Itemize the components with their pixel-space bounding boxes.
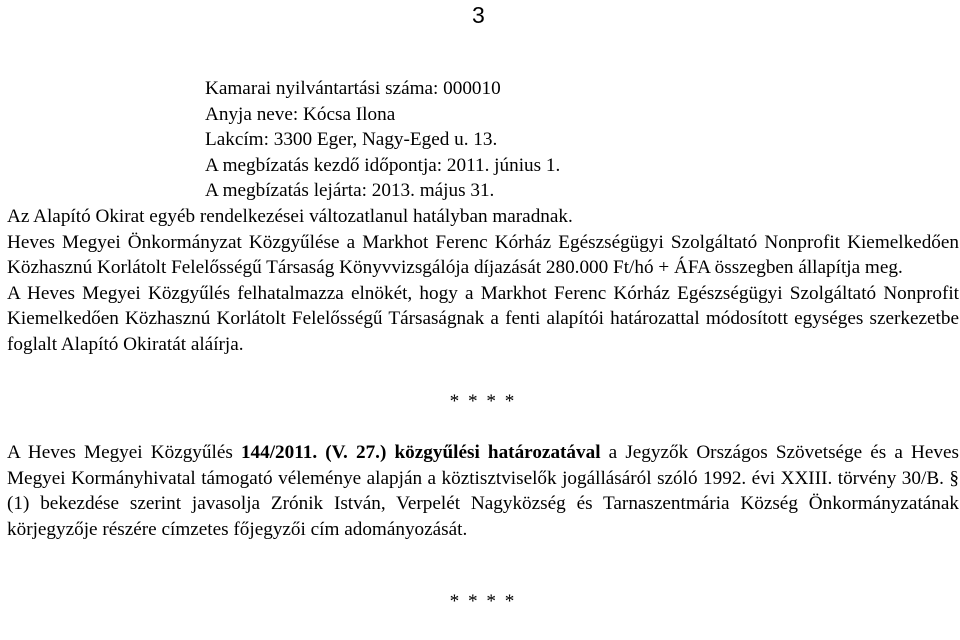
resolution-number: 144/2011. (V. 27.) xyxy=(240,442,387,464)
charter-unchanged-paragraph: Az Alapító Okirat egyéb rendelkezései változatlanul hatályban maradnak. xyxy=(7,205,573,227)
mandate-start: A megbízatás kezdő időpontja: 2011. június 1. xyxy=(205,154,561,176)
resolution-prefix: A Heves Megyei Közgyűlés xyxy=(7,442,241,464)
document-body xyxy=(7,76,959,614)
mandate-end: A megbízatás lejárta: 2013. május 31. xyxy=(205,180,495,202)
chamber-registration: Kamarai nyilvántartási száma: 000010 xyxy=(205,78,501,99)
auditor-fee-paragraph: Heves Megyei Önkormányzat Közgyűlése a Markhot Ferenc Kórház Egészségügyi Szolgáltató Nonprofit Kiemelkedően Közhasznú Korlátolt Felelősségű Társaság Könyvvizsgálója díjazását 280.000 Ft/hó + ÁFA összegben állapítja meg. xyxy=(7,231,959,279)
mother-name: Anyja neve: Kócsa Ilona xyxy=(205,103,396,125)
address: Lakcím: 3300 Eger, Nagy-Eged u. 13. xyxy=(205,129,498,151)
resolution-bold-phrase: közgyűlési határozatával xyxy=(386,442,601,464)
resolution-paragraph xyxy=(7,440,959,542)
authorization-paragraph: A Heves Megyei Közgyűlés felhatalmazza elnökét, hogy a Markhot Ferenc Kórház Egészségügyi Szolgáltató Nonprofit Kiemelkedően Közhasznú Korlátolt Felelősségű Társaságnak a fenti alapítói határozattal módosított egységes szerkezetbe foglalt Alapító Okiratát aláírja. xyxy=(7,282,959,355)
section-separator-bottom: * * * * xyxy=(449,590,517,612)
section-separator: * * * * xyxy=(449,390,517,412)
resolution-text: a Jegyzők Országos Szövetsége és a Heves Megyei Kormányhivatal támogató véleménye alapján a köztisztviselők jogállásáról szóló 1992. évi XXIII. törvény 30/B. § (1) bekezdése szerint javasolja Zrónik István, Verpelét Nagyközség és Tarnaszentmária Község Önkormányzatának körjegyzője részére címzetes főjegyzői cím adományozását. xyxy=(7,442,960,540)
page-number: 3 xyxy=(472,2,485,28)
